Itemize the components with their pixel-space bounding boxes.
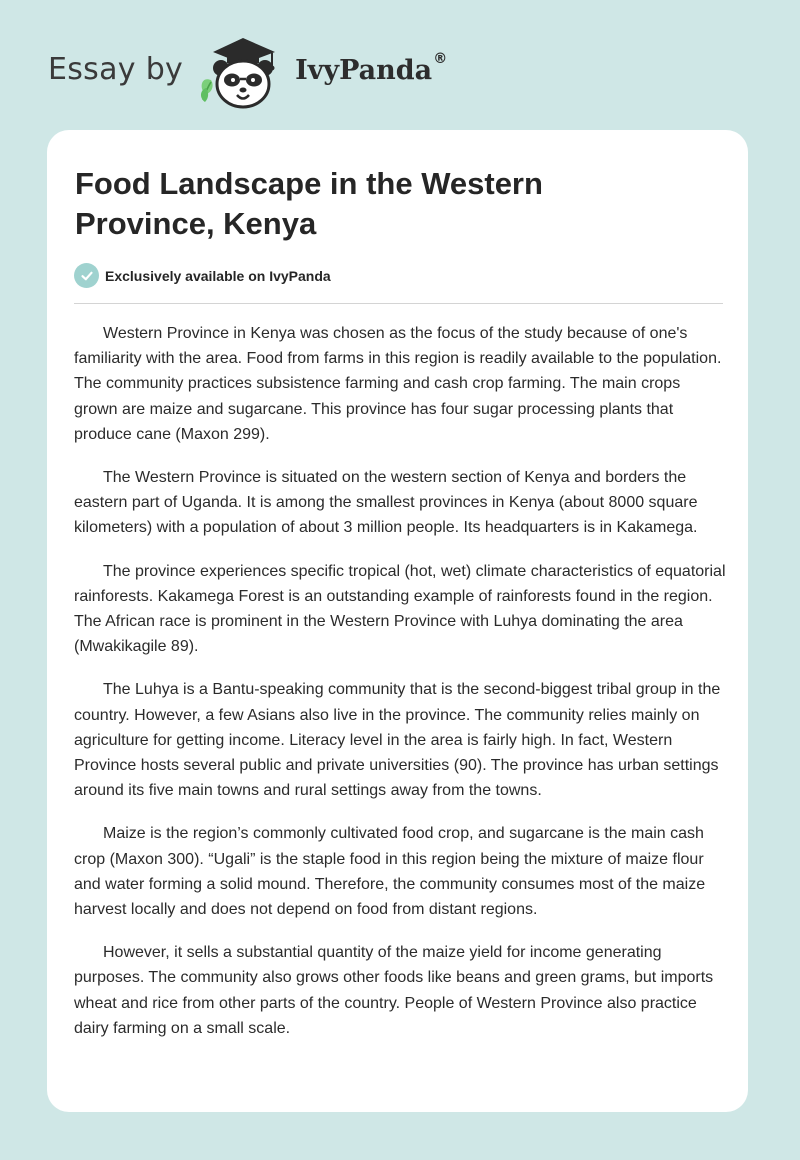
exclusive-badge	[74, 263, 331, 288]
site-header	[48, 32, 447, 112]
page-title: Food Landscape in the Western Province, Kenya	[75, 166, 543, 241]
panda-graduate-logo-icon[interactable]	[197, 32, 289, 112]
paragraph: Western Province in Kenya was chosen as the focus of the study because of one's familiarity with the area. Food from farms in this region is readily available to the population. The community practices subsistence farming and cash crop farming. The main crops grown are maize and sugarcane. This province has four sugar processing plants that produce cane (Maxon 299).	[74, 325, 722, 443]
essay-body	[74, 321, 726, 1059]
paragraph: However, it sells a substantial quantity of the maize yield for income generating purposes. The community also grows other foods like beans and green grams, but imports wheat and rice from other parts of the country. People of Western Province also practice dairy farming on a small scale.	[74, 944, 714, 1037]
paragraph: Maize is the region’s commonly cultivated food crop, and sugarcane is the main cash crop (Maxon 300). “Ugali” is the staple food in this region being the mixture of maize flour and water forming a solid mound. Therefore, the community consumes most of the maize harvest locally and does not depend on food from distant regions.	[74, 825, 706, 919]
brand-label: IvyPanda	[295, 54, 433, 86]
leaf-icon	[201, 79, 213, 102]
brand-name[interactable]	[295, 50, 448, 86]
paragraph: The Luhya is a Bantu-speaking community that is the second-biggest tribal group in the country. However, a few Asians also live in the province. The community relies mainly on agriculture for getting income. Literacy level in the area is fairly high. In fact, Western Province hosts several public and private universities (90). The province has urban settings around its five main towns and rural settings away from the towns.	[74, 681, 721, 800]
divider	[74, 303, 723, 304]
registered-mark: ®	[433, 50, 448, 67]
paragraph: The Western Province is situated on the western section of Kenya and borders the eastern part of Uganda. It is among the smallest provinces in Kenya (about 8000 square kilometers) with a population of about 3 million people. Its headquarters is in Kakamega.	[74, 469, 698, 537]
exclusive-label: Exclusively available on IvyPanda	[105, 267, 331, 284]
check-circle-icon	[74, 263, 99, 288]
essay-card	[47, 130, 748, 1112]
paragraph: The province experiences specific tropical (hot, wet) climate characteristics of equatorial rainforests. Kakamega Forest is an outstanding example of rainforests found in the region. The African race is prominent in the Western Province with Luhya dominating the area (Mwakikagile 89).	[74, 562, 726, 656]
essay-by-label: Essay by	[48, 51, 184, 87]
